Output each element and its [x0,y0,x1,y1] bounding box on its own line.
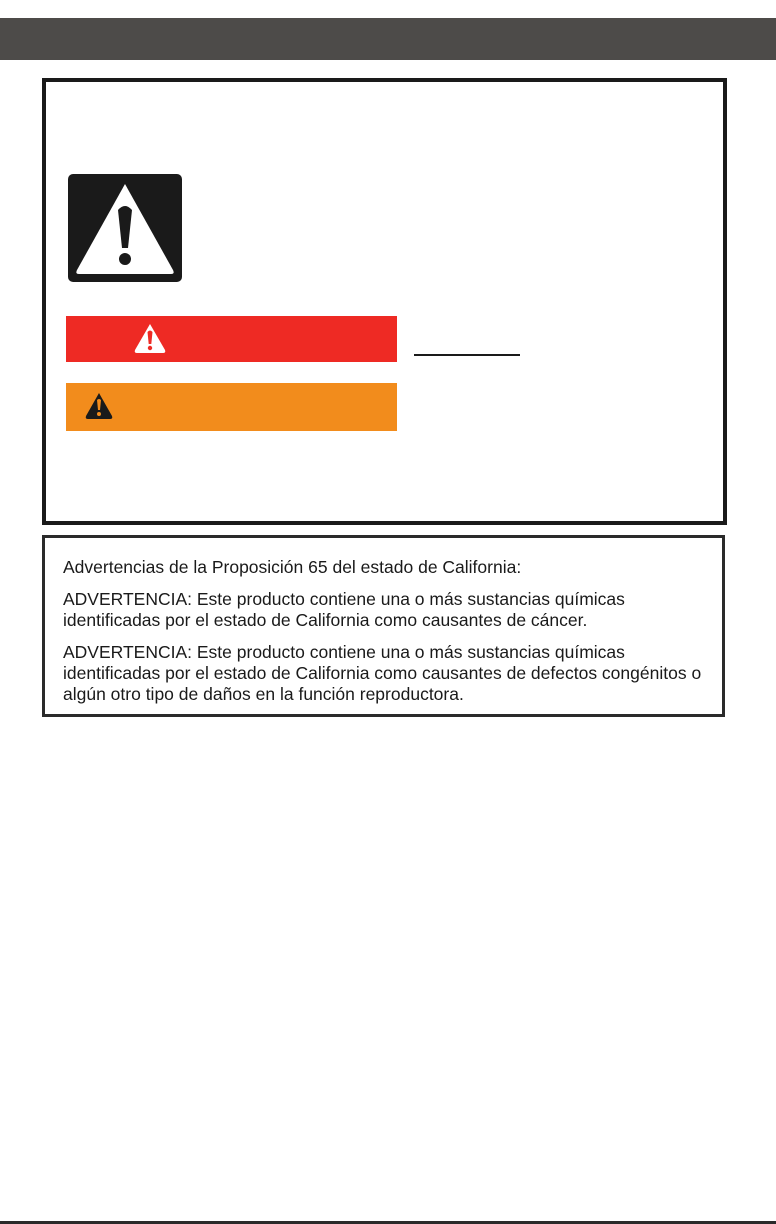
prop65-warning-box [42,535,725,717]
prop65-cancer-warning: ADVERTENCIA: Este producto contiene una o más sustancias químicas identificadas por el estado de California como causantes de cáncer. [63,589,625,630]
prop65-text [63,557,723,716]
warning-signal-bar [66,383,397,431]
safety-alert-icon [68,174,182,282]
underline-rule [414,354,520,356]
danger-signal-bar [66,316,397,362]
prop65-reproductive-warning: ADVERTENCIA: Este producto contiene una o más sustancias químicas identificadas por el estado de California como causantes de defectos congénitos o algún otro tipo de daños en la función reproductora. [63,642,702,704]
prop65-heading: Advertencias de la Proposición 65 del estado de California: [63,557,522,577]
safety-information-box [42,78,727,525]
header-bar [0,18,776,60]
